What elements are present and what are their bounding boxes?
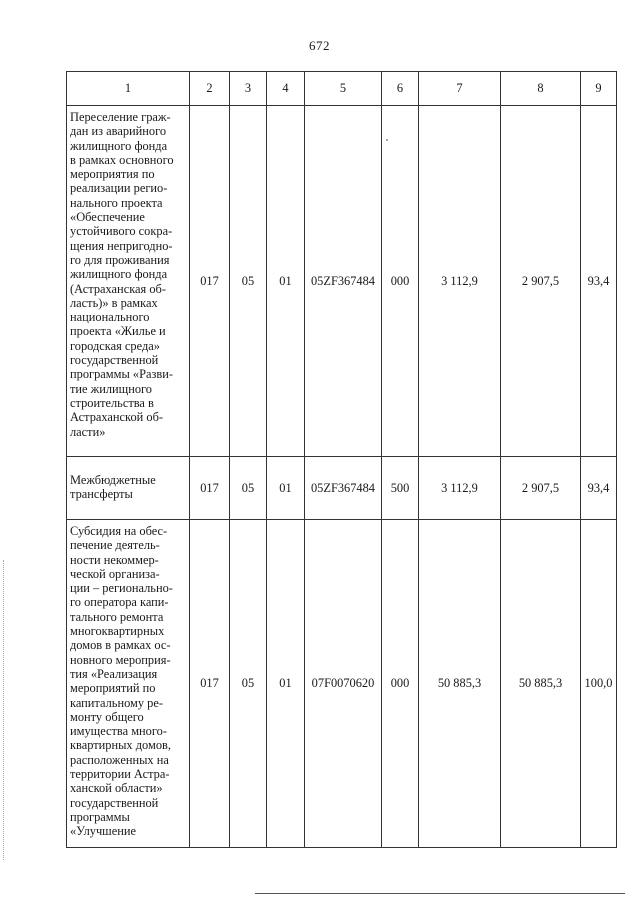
description-line: ности некоммер- [70, 552, 159, 567]
description-line: тие жилищного [70, 381, 152, 396]
column-header: 2 [190, 72, 230, 106]
description-line: капитальному ре- [70, 695, 163, 710]
cell-executed-amount: 50 885,3 [501, 520, 581, 848]
description-line: новного мероприя- [70, 652, 171, 667]
column-header: 5 [305, 72, 382, 106]
description-line: го оператора капи- [70, 595, 169, 610]
description-line: тия «Реализация [70, 666, 158, 681]
cell-execution-percent: 93,4 [581, 106, 617, 457]
row-description [67, 520, 190, 848]
description-line: «Обеспечение [70, 210, 145, 225]
description-line: Субсидия на обес- [70, 524, 168, 538]
scan-edge-dots [3, 560, 5, 860]
description-line: Межбюджетные [70, 472, 156, 487]
description-line: нального проекта [70, 195, 163, 210]
cell-target-article: 05ZF367484 [305, 457, 382, 520]
budget-table [66, 71, 617, 848]
description-line: ласть)» в рамках [70, 295, 158, 310]
column-header: 9 [581, 72, 617, 106]
description-line: имущества много- [70, 724, 167, 739]
column-header: 4 [267, 72, 305, 106]
description-line: ции – регионально- [70, 581, 173, 596]
cell-subsection: 01 [267, 520, 305, 848]
column-header: 8 [501, 72, 581, 106]
cell-execution-percent: 93,4 [581, 457, 617, 520]
cell-subsection: 01 [267, 106, 305, 457]
description-line: ческой организа- [70, 566, 160, 581]
description-line: программы [70, 809, 130, 824]
description-line: программы «Разви- [70, 367, 173, 382]
cell-ministry-code: 017 [190, 106, 230, 457]
cell-executed-amount: 2 907,5 [501, 106, 581, 457]
description-line: дан из аварийного [70, 124, 167, 139]
bottom-rule [255, 893, 625, 894]
description-line: мероприятия по [70, 167, 155, 182]
table-header-row [67, 72, 617, 106]
description-line: мероприятий по [70, 681, 156, 696]
cell-ministry-code: 017 [190, 520, 230, 848]
description-line: в рамках основного [70, 152, 174, 167]
cell-section: 05 [230, 106, 267, 457]
description-line: го для проживания [70, 252, 170, 267]
description-line: квартирных домов, [70, 738, 171, 753]
description-line: ласти» [70, 424, 106, 439]
description-line: монту общего [70, 709, 144, 724]
description-line: (Астраханская об- [70, 281, 166, 296]
cell-expense-type: 500 [382, 457, 419, 520]
cell-planned-amount: 3 112,9 [419, 106, 501, 457]
cell-execution-percent: 100,0 [581, 520, 617, 848]
description-line: ханской области» [70, 781, 163, 796]
description-line: реализации регио- [70, 181, 168, 196]
description-line: трансферты [70, 487, 133, 501]
table-row [67, 457, 617, 520]
column-header: 1 [67, 72, 190, 106]
row-description [67, 457, 190, 520]
cell-section: 05 [230, 457, 267, 520]
description-line: домов в рамках ос- [70, 638, 171, 653]
cell-target-article: 05ZF367484 [305, 106, 382, 457]
description-line: Астраханской об- [70, 410, 164, 425]
description-line: многоквартирных [70, 624, 165, 639]
cell-expense-type: 000 [382, 520, 419, 848]
cell-section: 05 [230, 520, 267, 848]
cell-planned-amount: 50 885,3 [419, 520, 501, 848]
description-line: городская среда» [70, 338, 160, 353]
description-line: расположенных на [70, 752, 169, 767]
description-line: территории Астра- [70, 767, 170, 782]
description-line: устойчивого сокра- [70, 224, 173, 239]
description-line: строительства в [70, 395, 154, 410]
column-header: 7 [419, 72, 501, 106]
cell-target-article: 07F0070620 [305, 520, 382, 848]
cell-subsection: 01 [267, 457, 305, 520]
table-row [67, 520, 617, 848]
cell-executed-amount: 2 907,5 [501, 457, 581, 520]
description-line: государственной [70, 795, 159, 810]
description-line: Переселение граж- [70, 110, 171, 124]
column-header: 3 [230, 72, 267, 106]
description-line: национального [70, 310, 150, 325]
description-line: тального ремонта [70, 609, 164, 624]
description-line: жилищного фонда [70, 267, 168, 282]
description-line: «Улучшение [70, 824, 136, 839]
row-description [67, 106, 190, 457]
description-line: проекта «Жилье и [70, 324, 166, 339]
scan-speck [386, 139, 388, 141]
cell-expense-type: 000 [382, 106, 419, 457]
description-line: печение деятель- [70, 538, 160, 553]
description-line: жилищного фонда [70, 138, 168, 153]
cell-ministry-code: 017 [190, 457, 230, 520]
description-line: государственной [70, 353, 159, 368]
page-number: 672 [309, 38, 330, 53]
description-line: щения непригодно- [70, 238, 173, 253]
column-header: 6 [382, 72, 419, 106]
table-row [67, 106, 617, 457]
cell-planned-amount: 3 112,9 [419, 457, 501, 520]
